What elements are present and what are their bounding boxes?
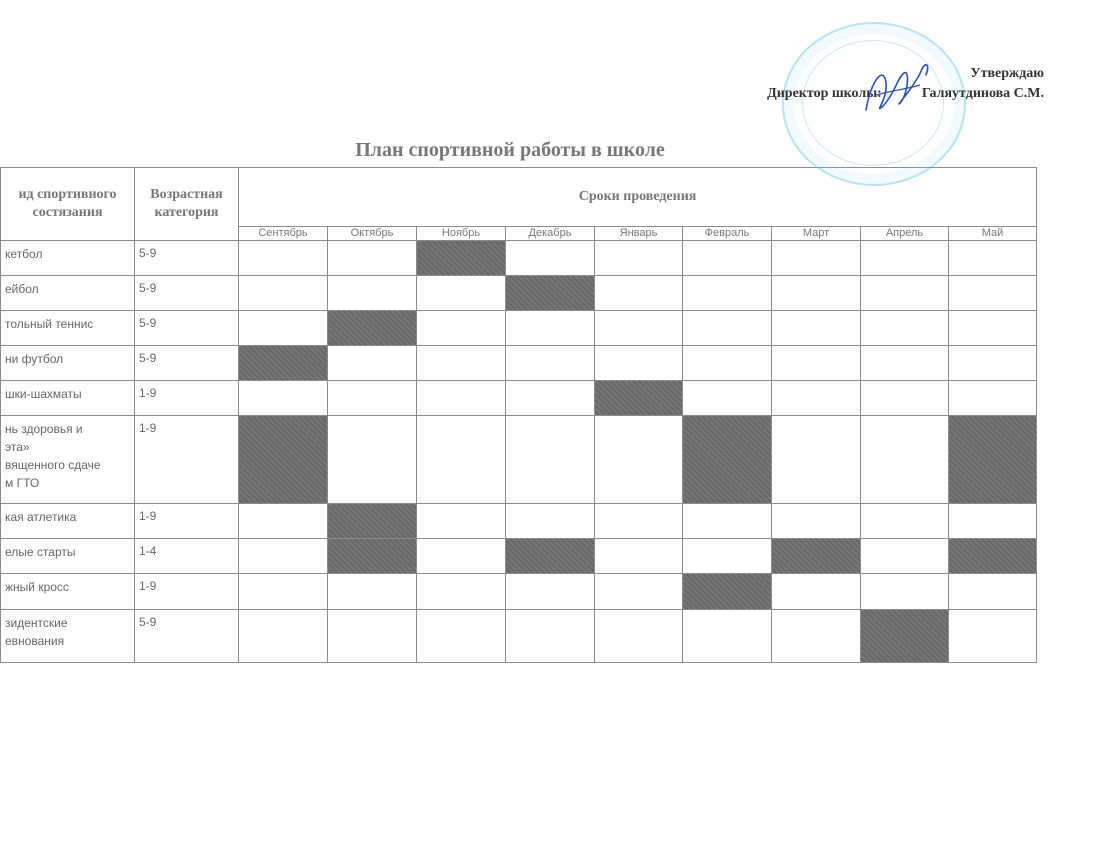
month-cell — [595, 311, 683, 346]
month-cell — [683, 276, 772, 311]
month-cell — [417, 276, 506, 311]
month-cell — [595, 416, 683, 504]
month-cell — [595, 610, 683, 663]
month-cell — [861, 574, 949, 610]
scheduled-month-cell — [328, 539, 417, 574]
month-header: Ноябрь — [417, 227, 506, 241]
month-cell — [417, 504, 506, 539]
month-cell — [506, 346, 595, 381]
sport-name-cell: жный кросс — [1, 574, 135, 610]
month-cell — [949, 346, 1037, 381]
month-cell — [239, 311, 328, 346]
scheduled-month-cell — [683, 416, 772, 504]
month-cell — [417, 610, 506, 663]
scheduled-month-cell — [239, 346, 328, 381]
month-cell — [595, 346, 683, 381]
month-cell — [772, 276, 861, 311]
month-header: Апрель — [861, 227, 949, 241]
month-cell — [506, 416, 595, 504]
month-cell — [328, 276, 417, 311]
month-header: Январь — [595, 227, 683, 241]
age-category-cell: 1-9 — [135, 574, 239, 610]
month-header: Май — [949, 227, 1037, 241]
month-cell — [506, 381, 595, 416]
header-age-line2: категория — [154, 205, 219, 220]
month-cell — [772, 416, 861, 504]
header-dates: Сроки проведения — [239, 168, 1037, 227]
scheduled-month-cell — [949, 416, 1037, 504]
table-row — [1, 539, 1037, 574]
month-cell — [239, 574, 328, 610]
month-cell — [328, 574, 417, 610]
sport-name-cell: тольный теннис — [1, 311, 135, 346]
header-age-line1: Возрастная — [150, 187, 223, 202]
month-cell — [683, 346, 772, 381]
month-cell — [239, 276, 328, 311]
scheduled-month-cell — [772, 539, 861, 574]
month-header: Декабрь — [506, 227, 595, 241]
age-category-cell: 1-9 — [135, 504, 239, 539]
month-cell — [772, 346, 861, 381]
month-cell — [949, 574, 1037, 610]
month-header: Февраль — [683, 227, 772, 241]
sport-name-cell: кая атлетика — [1, 504, 135, 539]
month-cell — [772, 381, 861, 416]
month-cell — [683, 241, 772, 276]
month-cell — [772, 241, 861, 276]
scheduled-month-cell — [595, 381, 683, 416]
month-cell — [417, 311, 506, 346]
month-cell — [417, 381, 506, 416]
age-category-cell: 1-9 — [135, 416, 239, 504]
scheduled-month-cell — [239, 416, 328, 504]
table-body — [1, 241, 1037, 663]
age-category-cell: 5-9 — [135, 241, 239, 276]
month-cell — [861, 504, 949, 539]
month-cell — [417, 574, 506, 610]
month-cell — [861, 416, 949, 504]
month-cell — [506, 610, 595, 663]
month-cell — [861, 346, 949, 381]
month-cell — [239, 241, 328, 276]
month-cell — [506, 504, 595, 539]
month-cell — [683, 610, 772, 663]
table-row — [1, 311, 1037, 346]
table-row — [1, 276, 1037, 311]
month-cell — [949, 610, 1037, 663]
sport-name-cell: нь здоровья и эта» вященного сдаче м ГТО — [1, 416, 135, 504]
month-cell — [861, 381, 949, 416]
month-cell — [417, 346, 506, 381]
scheduled-month-cell — [949, 539, 1037, 574]
month-cell — [595, 539, 683, 574]
month-cell — [949, 241, 1037, 276]
month-cell — [506, 311, 595, 346]
month-cell — [772, 574, 861, 610]
month-cell — [506, 574, 595, 610]
scheduled-month-cell — [506, 539, 595, 574]
table-row — [1, 241, 1037, 276]
sport-name-cell: кетбол — [1, 241, 135, 276]
document-title: План спортивной работы в школе — [355, 139, 665, 161]
scheduled-month-cell — [328, 311, 417, 346]
age-category-cell: 1-9 — [135, 381, 239, 416]
sport-name-cell: зидентские евнования — [1, 610, 135, 663]
scheduled-month-cell — [683, 574, 772, 610]
month-cell — [683, 381, 772, 416]
month-cell — [772, 610, 861, 663]
month-cell — [861, 539, 949, 574]
director-label: Директор школы: — [767, 86, 882, 101]
table-row — [1, 416, 1037, 504]
month-cell — [949, 381, 1037, 416]
month-cell — [417, 416, 506, 504]
scheduled-month-cell — [417, 241, 506, 276]
month-cell — [595, 241, 683, 276]
month-cell — [328, 416, 417, 504]
month-cell — [239, 610, 328, 663]
month-header: Сентябрь — [239, 227, 328, 241]
month-cell — [595, 276, 683, 311]
month-cell — [506, 241, 595, 276]
scheduled-month-cell — [506, 276, 595, 311]
sports-plan-table — [0, 167, 1037, 663]
month-cell — [861, 311, 949, 346]
month-cell — [328, 610, 417, 663]
header-sport — [1, 168, 135, 241]
sport-name-cell: ни футбол — [1, 346, 135, 381]
month-cell — [328, 346, 417, 381]
age-category-cell: 5-9 — [135, 276, 239, 311]
month-cell — [683, 539, 772, 574]
scheduled-month-cell — [861, 610, 949, 663]
table-row — [1, 574, 1037, 610]
month-cell — [595, 504, 683, 539]
age-category-cell: 1-4 — [135, 539, 239, 574]
month-cell — [772, 311, 861, 346]
header-age — [135, 168, 239, 241]
month-cell — [861, 241, 949, 276]
sport-name-cell: ейбол — [1, 276, 135, 311]
month-header: Март — [772, 227, 861, 241]
month-cell — [949, 504, 1037, 539]
month-cell — [861, 276, 949, 311]
director-signature — [856, 55, 936, 125]
table-row — [1, 610, 1037, 663]
month-cell — [595, 574, 683, 610]
month-cell — [239, 539, 328, 574]
table-row — [1, 381, 1037, 416]
scheduled-month-cell — [328, 504, 417, 539]
month-cell — [328, 241, 417, 276]
month-cell — [417, 539, 506, 574]
month-cell — [772, 504, 861, 539]
month-cell — [239, 381, 328, 416]
month-cell — [949, 276, 1037, 311]
month-cell — [949, 311, 1037, 346]
month-header: Октябрь — [328, 227, 417, 241]
approval-line: Утверждаю — [970, 66, 1044, 81]
sport-name-cell: елые старты — [1, 539, 135, 574]
director-name: Галяутдинова С.М. — [921, 86, 1044, 101]
table-row — [1, 504, 1037, 539]
age-category-cell: 5-9 — [135, 610, 239, 663]
header-sport-line2: состязания — [32, 205, 103, 220]
month-cell — [328, 381, 417, 416]
age-category-cell: 5-9 — [135, 346, 239, 381]
age-category-cell: 5-9 — [135, 311, 239, 346]
header-sport-line1: ид спортивного — [18, 187, 117, 202]
table-row — [1, 346, 1037, 381]
sport-name-cell: шки-шахматы — [1, 381, 135, 416]
month-cell — [239, 504, 328, 539]
month-cell — [683, 504, 772, 539]
month-cell — [683, 311, 772, 346]
